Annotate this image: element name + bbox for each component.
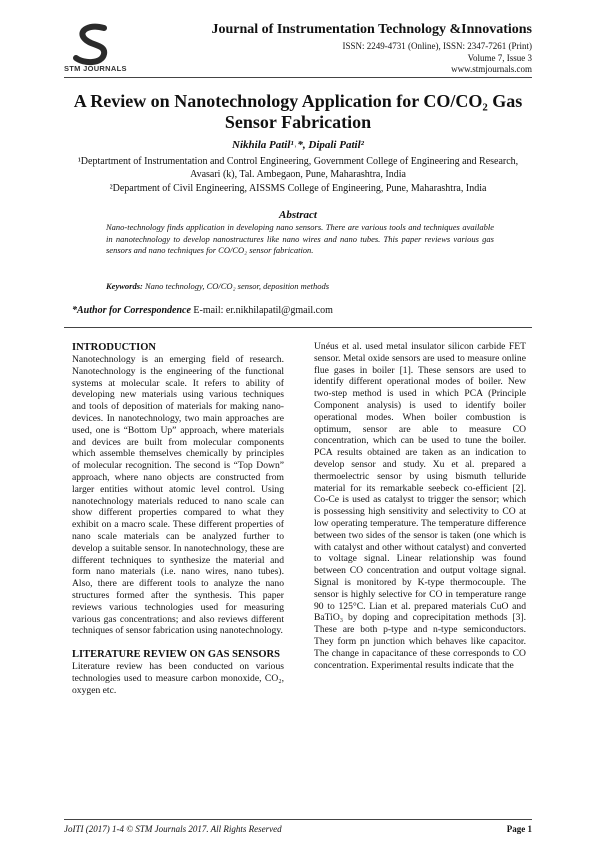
keywords-text: Nano technology, CO/CO₂ sensor, deposition methods [142,281,330,291]
affiliation-2: ²Department of Civil Engineering, AISSMS College of Engineering, Pune, Maharashtra, India [109,183,487,194]
journal-meta [343,41,533,76]
paper-title [40,91,556,133]
literature-heading: LITERATURE REVIEW ON GAS SENSORS [72,649,280,661]
correspondence-email[interactable]: E-mail: er.nikhilapatil@gmail.com [190,305,333,316]
page-number: Page 1 [506,824,532,834]
affiliation-1: ¹Deptartment of Instrumentation and Control Engineering, Government College of Engineering and Research, Avasari (k), Tal. Ambegaon, Pune, Maharashtra, India [77,156,519,180]
intro-paragraph: Nanotechnology is an emerging field of research. Nanotechnology is the engineering of the functional systems at molecular scale. It refers to ability of developing new materials using various techniques and tools of deposition of materials for making nano-devices. In nanotechnology, two main approaches are used, one is “Bottom Up” approach, where materials and devices are built from molecular components which assemble themselves chemically by principles of molecular recognition. The second is “Top Down” approach, where nano objects are constructed from larger entities without atomic level control. Using nanotechnology materials reduced to nano scale can show different properties compared to what they exhibit on a macro scale. These different properties of nano scale materials can be analyzed further to develop a suitable sensor. In nanotechnology, these are different techniques to synthesize the material and form nano materials (i.e. nano wires, nano tubes). Also, there are different tools to analyze the nano structures formed after the synthesis. This paper reviews various technologies used for measuring various gas concentrations; and also reviews different techniques of sensor fabrication using nanotechnology. [72,354,284,637]
header-divider [64,77,532,78]
correspondence [72,305,333,316]
keywords [106,281,526,291]
abstract-text: Nano-technology finds application in developing nano sensors. There are various tools and techniques available in nanotechnology to develop nanostructures like nano wires and nano tubes. This paper reviews various gas sensors and nano techniques for CO/CO₂ sensor fabrication. [106,222,494,255]
logo-text: STM JOURNALS [64,64,127,73]
intro-heading: INTRODUCTION [72,342,157,353]
correspondence-divider [64,327,532,328]
keywords-label: Keywords: [106,281,143,291]
abstract-heading: Abstract [279,209,317,221]
footer-copyright: JoITI (2017) 1-4 © STM Journals 2017. All Rights Reserved [64,824,282,834]
journal-title: Journal of Instrumentation Technology &Innovations [211,22,532,37]
footer-divider [64,819,532,820]
correspondence-label: *Author for Correspondence [72,305,191,316]
literature-continued-paragraph: Unéus et al. used metal insulator silicon carbide FET sensor. Metal oxide sensors are used to measure online flue gases in boiler [1]. These sensors are used to identify different operational modes of boiler. New two-step method is used in which PCA (Principle Component analysis) is used to identify boiler operational modes. When boiler combustion is optimum, sensor are able to measure CO concentration, which can be used to tune the boiler. PCA results obtained are taken as an indication to develop sensor and study. Xu et al. prepared a thermoelectric sensor by using bismuth telluride material for its remarkable seebeck co-efficient [2]. Co-Ce is used as catalyst to trigger the sensor; which is possessing high sensitivity and selectivity to CO at low operating temperature. The temperature difference between two sides of the sensor is taken (one which is with catalyst and other without catalyst) and converted to voltage signal. Linear relationship was found between CO concentration and output voltage signal. Signal is monitored by K-type thermocouple. The sensor is highly selective for CO in temperature range 90 to 125°C. Lian et al. prepared materials CuO and BaTiO₃ by doping and coprecipitation methods [3]. These are both p-type and n-type semiconductors. They form pn junction which behaves like capacitor. The change in capacitance of these corresponds to CO concentration. Experimental results indicate that the [314,341,526,671]
title-line-2: Sensor Fabrication [224,112,372,132]
authors: Nikhila Patil¹˒*, Dipali Patil² [232,139,364,151]
website-link[interactable]: www.stmjournals.com [451,64,532,74]
body-column-right [314,341,526,671]
body-column-left [72,341,284,697]
literature-paragraph: Literature review has been conducted on various technologies used to measure carbon monoxide, CO₂, oxygen etc. [72,661,284,696]
title-line-1: A Review on Nanotechnology Application for CO/CO₂ Gas [73,91,523,111]
volume-line: Volume 7, Issue 3 [467,52,532,63]
issn-line: ISSN: 2249-4731 (Online), ISSN: 2347-7261 (Print) [342,41,532,51]
